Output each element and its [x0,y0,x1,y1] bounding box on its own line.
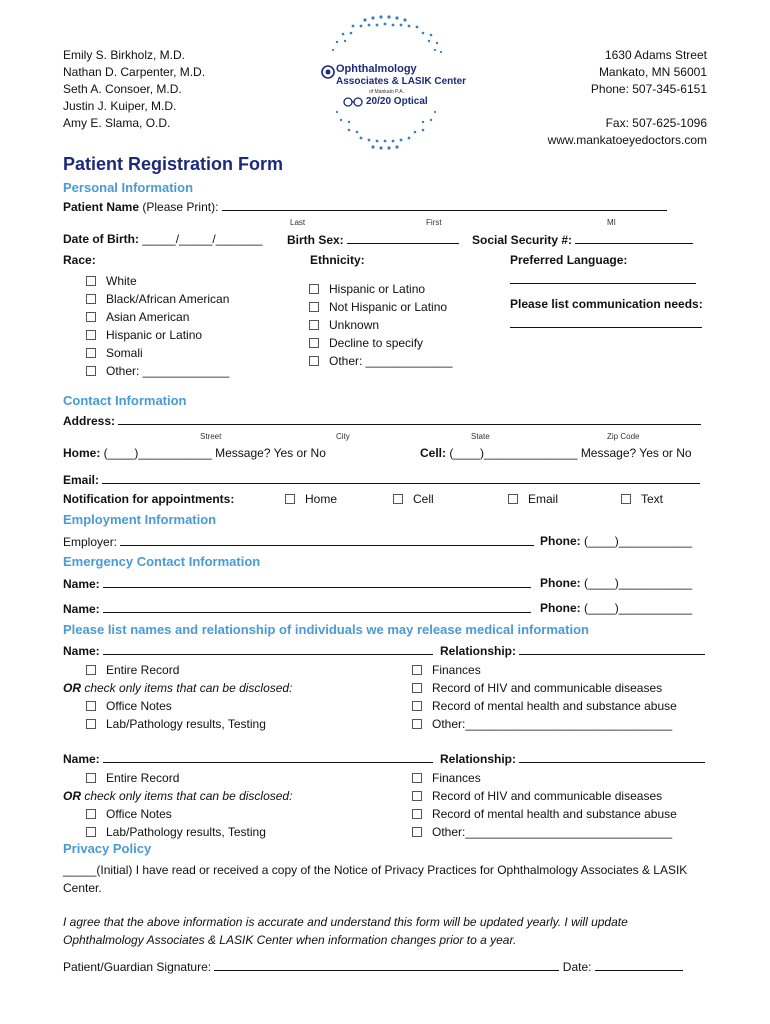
release-name-row [63,643,433,658]
address-street: 1630 Adams Street [604,48,707,62]
race-option[interactable]: Somali [86,344,229,362]
employer-phone-field[interactable]: (____)___________ [584,534,693,548]
checkbox-icon[interactable] [508,494,518,504]
employer-phone-row [540,534,692,548]
doctor-list [63,47,205,132]
relationship-label: Relationship: [440,644,520,658]
date-label: Date: [562,960,595,974]
other-option[interactable]: Other:_______________________________ [412,715,677,733]
entire-record-option[interactable]: Entire Record [63,661,292,679]
sub-mi: MI [607,218,616,227]
checkbox-icon[interactable] [86,809,96,819]
finances-option[interactable]: Finances [412,661,677,679]
dob-row [63,232,262,246]
release-relationship-row [440,751,705,766]
ethnicity-options [309,280,452,370]
checkbox-icon[interactable] [86,719,96,729]
race-option[interactable]: Other: _____________ [86,362,229,380]
release-right-list [412,769,677,841]
checkbox-icon[interactable] [412,791,422,801]
employer-label: Employer: [63,535,121,549]
sub-street: Street [200,432,222,441]
release-left-list [63,769,292,841]
office-notes-option[interactable]: Office Notes [63,805,292,823]
sub-last: Last [290,218,306,227]
emergency-name-field[interactable] [103,601,531,613]
disclosure-instruction: OR check only items that can be disclosed: [63,681,293,695]
emergency-phone-field[interactable]: (____)___________ [584,601,693,615]
lab-results-option[interactable]: Lab/Pathology results, Testing [63,823,292,841]
cell-phone-row [420,446,692,460]
address-fax: Fax: 507-625-1096 [605,116,707,130]
address-field[interactable] [118,413,701,425]
checkbox-icon[interactable] [412,809,422,819]
doctor-name: Justin J. Kuiper, M.D. [63,99,177,113]
signature-label: Patient/Guardian Signature: [63,960,215,974]
notif-option-home[interactable]: Home [285,492,337,506]
emergency-name-field[interactable] [103,576,531,588]
doctor-name: Amy E. Slama, O.D. [63,116,171,130]
form-title: Patient Registration Form [63,154,284,174]
patient-name-hint: (Please Print): [142,200,222,214]
birth-sex-label: Birth Sex: [287,233,348,247]
release-name-label: Name: [63,644,104,658]
emergency-name-label: Name: [63,602,104,616]
comm-needs-field[interactable] [510,316,702,331]
ethnicity-option[interactable]: Unknown [309,316,452,334]
email-field[interactable] [102,472,700,484]
sub-zip: Zip Code [607,432,640,441]
release-name-field[interactable] [103,751,433,763]
race-option[interactable]: Asian American [86,308,229,326]
entire-record-option[interactable]: Entire Record [63,769,292,787]
finances-option[interactable]: Finances [412,769,677,787]
signature-field[interactable] [214,959,559,971]
ethnicity-label: Ethnicity: [310,253,365,267]
website-link[interactable]: www.mankatoeyedoctors.com [547,133,707,147]
cell-phone-field[interactable]: (____)______________ [449,446,578,460]
relationship-field[interactable] [519,643,705,655]
emergency-heading: Emergency Contact Information [63,554,261,569]
checkbox-icon[interactable] [412,827,422,837]
office-notes-option[interactable]: Office Notes [63,697,292,715]
checkbox-icon[interactable] [86,773,96,783]
ssn-field[interactable] [575,232,693,244]
checkbox-icon[interactable] [86,330,96,340]
release-name-field[interactable] [103,643,433,655]
mental-health-option[interactable]: Record of mental health and substance abuse [412,805,677,823]
clinic-logo [315,12,467,152]
checkbox-icon[interactable] [309,302,319,312]
home-message-option[interactable]: Message? Yes or No [215,446,326,460]
checkbox-icon[interactable] [86,827,96,837]
logo-line2: Associates & LASIK Center [336,76,467,87]
checkbox-icon[interactable] [393,494,403,504]
race-label: Race: [63,253,96,267]
emergency-phone-row-1 [540,576,692,590]
ethnicity-option[interactable]: Decline to specify [309,334,452,352]
language-label: Preferred Language: [510,253,628,267]
privacy-heading: Privacy Policy [63,841,152,856]
employer-phone-label: Phone: [540,534,584,548]
checkbox-icon[interactable] [412,773,422,783]
checkbox-icon[interactable] [412,701,422,711]
checkbox-icon[interactable] [86,366,96,376]
release-name-row [63,751,433,766]
checkbox-icon[interactable] [309,356,319,366]
relationship-label: Relationship: [440,752,520,766]
birth-sex-row [287,232,459,247]
checkbox-icon[interactable] [86,294,96,304]
signature-row [63,959,683,974]
doctor-name: Seth A. Consoer, M.D. [63,82,182,96]
hiv-record-option[interactable]: Record of HIV and communicable diseases [412,679,677,697]
home-phone-row [63,446,326,460]
doctor-name: Nathan D. Carpenter, M.D. [63,65,206,79]
home-phone-field[interactable]: (____)___________ [103,446,212,460]
dob-label: Date of Birth: [63,232,143,246]
cell-label: Cell: [420,446,450,460]
logo-line1: Ophthalmology [336,63,417,75]
lab-results-option[interactable]: Lab/Pathology results, Testing [63,715,292,733]
home-label: Home: [63,446,104,460]
email-label: Email: [63,473,103,487]
relationship-field[interactable] [519,751,705,763]
doctor-name: Emily S. Birkholz, M.D. [63,48,186,62]
checkbox-icon[interactable] [309,338,319,348]
cell-message-option[interactable]: Message? Yes or No [580,446,692,460]
mental-health-option[interactable]: Record of mental health and substance abuse [412,697,677,715]
employer-row [63,534,534,549]
checkbox-icon[interactable] [309,284,319,294]
race-option[interactable]: Hispanic or Latino [86,326,229,344]
emergency-name-row-2 [63,601,531,616]
sub-state: State [471,432,490,441]
notif-option-email[interactable]: Email [508,492,558,506]
disclosure-instruction: OR check only items that can be disclosed: [63,789,293,803]
address-label: Address: [63,414,119,428]
employment-heading: Employment Information [63,512,217,527]
logo-optical: 20/20 Optical [366,96,428,107]
sub-first: First [426,218,442,227]
checkbox-icon[interactable] [309,320,319,330]
checkbox-icon[interactable] [86,312,96,322]
ethnicity-option[interactable]: Hispanic or Latino [309,280,452,298]
checkbox-icon[interactable] [86,348,96,358]
address-row [63,413,701,428]
address-city: Mankato, MN 56001 [598,65,707,79]
patient-name-label: Patient Name [63,200,140,214]
release-left-list [63,661,292,733]
ssn-label: Social Security #: [472,233,576,247]
checkbox-icon[interactable] [86,276,96,286]
language-field[interactable] [510,272,696,287]
checkbox-icon[interactable] [86,665,96,675]
ssn-row [472,232,693,247]
date-field[interactable] [595,959,683,971]
release-relationship-row [440,643,705,658]
patient-name-row [63,199,667,214]
checkbox-icon[interactable] [621,494,631,504]
sub-city: City [336,432,350,441]
email-row [63,472,700,487]
clinic-address [548,47,707,149]
race-options [86,272,229,380]
other-option[interactable]: Other:_______________________________ [412,823,677,841]
privacy-initial-statement[interactable]: _____(Initial) I have read or received a copy of the Notice of Privacy Practices for Ophthalmology Associates & LASIK Center. [63,863,688,895]
ethnicity-option[interactable]: Not Hispanic or Latino [309,298,452,316]
agreement-statement: I agree that the above information is accurate and understand this form will be updated yearly. I will update Ophthalmology Associates & LASIK Center when information changes prior to a year. [63,915,628,947]
race-option[interactable]: White [86,272,229,290]
checkbox-icon[interactable] [285,494,295,504]
emergency-phone-label: Phone: [540,601,584,615]
address-phone: Phone: 507-345-6151 [590,82,707,96]
dob-field[interactable]: _____/_____/_______ [142,232,263,246]
emergency-phone-field[interactable]: (____)___________ [584,576,693,590]
release-name-label: Name: [63,752,104,766]
ethnicity-option[interactable]: Other: _____________ [309,352,452,370]
employer-field[interactable] [120,534,534,546]
contact-heading: Contact Information [63,393,187,408]
checkbox-icon[interactable] [412,719,422,729]
emergency-phone-label: Phone: [540,576,584,590]
checkbox-icon[interactable] [412,683,422,693]
birth-sex-field[interactable] [347,232,459,244]
release-heading: Please list names and relationship of individuals we may release medical information [63,622,589,637]
emergency-phone-row-2 [540,601,692,615]
hiv-record-option[interactable]: Record of HIV and communicable diseases [412,787,677,805]
personal-heading: Personal Information [63,180,194,195]
checkbox-icon[interactable] [412,665,422,675]
logo-line3: of Mankato P.A. [369,89,404,95]
comm-needs-label: Please list communication needs: [510,297,703,311]
notif-option-cell[interactable]: Cell [393,492,434,506]
emergency-name-label: Name: [63,577,104,591]
race-option[interactable]: Black/African American [86,290,229,308]
checkbox-icon[interactable] [86,701,96,711]
release-right-list [412,661,677,733]
notif-option-text[interactable]: Text [621,492,663,506]
patient-name-field[interactable] [222,199,667,211]
notification-label: Notification for appointments: [63,492,235,506]
emergency-name-row-1 [63,576,531,591]
